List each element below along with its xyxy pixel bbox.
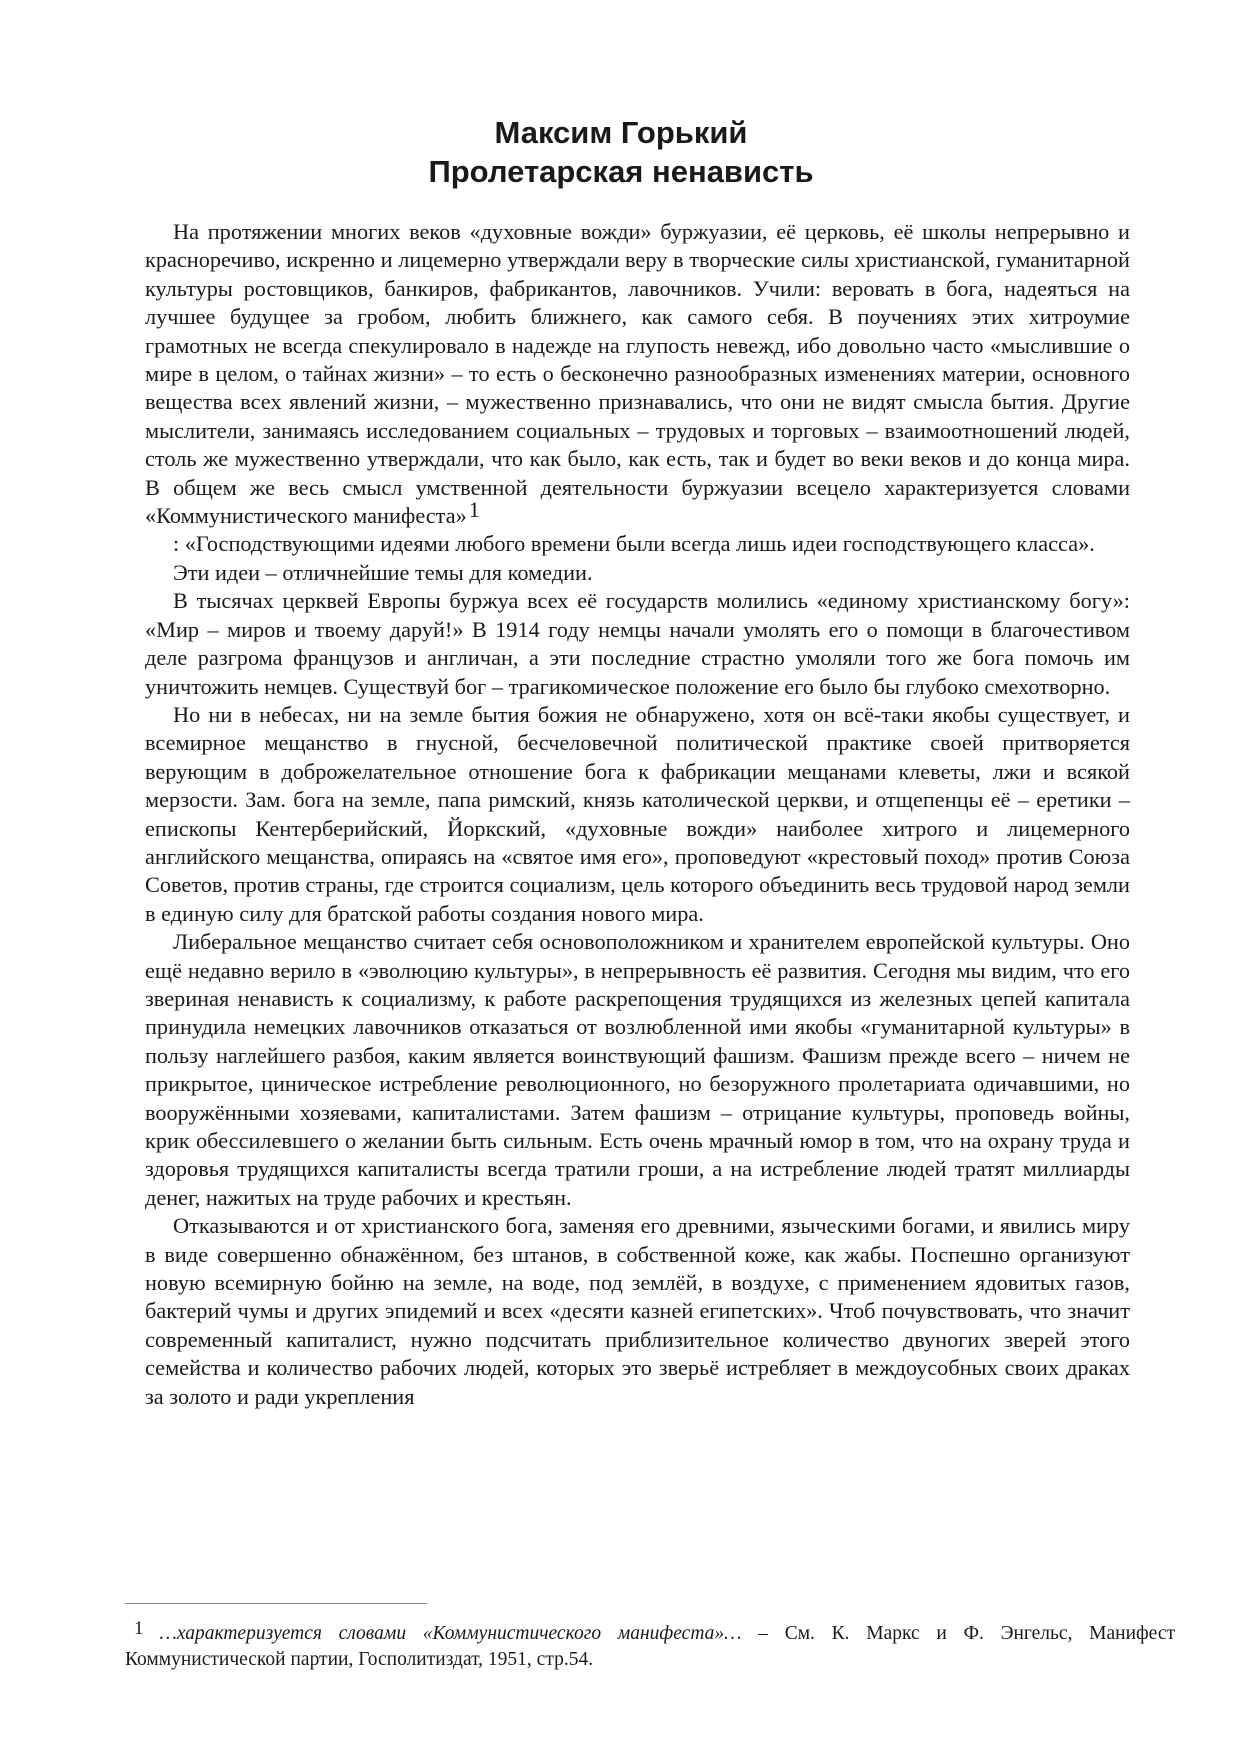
footnote (125, 1618, 1175, 1673)
footnote-citation: – См. К. Маркс и Ф. Энгельс, Манифест Коммунистической партии, Госполитиздат, 1951, стр.54. (125, 1623, 1175, 1670)
document-title: Пролетарская ненависть (428, 154, 814, 189)
paragraph: : «Господствующими идеями любого времени были всегда лишь идеи господствующего класса». (173, 531, 1095, 557)
paragraph: Эти идеи – отличнейшие темы для комедии. (173, 559, 593, 585)
footnote-quote: …характеризуется словами «Коммунистического манифеста»… (159, 1623, 742, 1644)
footnote-number: 1 (134, 1618, 144, 1639)
paragraph: Либеральное мещанство считает себя основоположником и хранителем европейской культуры. Оно ещё недавно верило в «эволюцию культуры», в непрерывность её развития. Сегодня мы видим, что его звериная ненависть к социализму, к работе раскрепощения трудящихся из железных цепей капитала принудила немецких лавочников отказаться от возлюбленной ими якобы «гуманитарной культуры» в пользу наглейшего разбоя, каким является воинствующий фашизм. Фашизм прежде всего – ничем не прикрытое, циническое истребление революционного, но безоружного пролетариата одичавшими, но вооружёнными хозяевами, капиталистами. Затем фашизм – отрицание культуры, проповедь войны, крик обессилевшего о желании быть сильным. Есть очень мрачный юмор в том, что на охрану труда и здоровья трудящихся капиталисты всегда тратили гроши, а на истребление людей тратят миллиарды денег, нажитых на труде рабочих и крестьян. (145, 929, 1130, 1210)
footnote-separator (125, 1603, 427, 1604)
footnote-reference[interactable]: 1 (468, 497, 480, 523)
body-text (145, 218, 1130, 1411)
title-block (0, 113, 1242, 191)
paragraph: В тысячах церквей Европы буржуа всех её государств молились «единому христианскому богу»: «Мир – миров и твоему даруй!» В 1914 году немцы начали умолять его о помощи в благочестивом деле разгрома французов и англичан, а эти последние страстно умоляли того же бога помочь им уничтожить немцев. Существуй бог – трагикомическое положение его было бы глубоко смехотворно. (145, 588, 1130, 699)
paragraph-text: На протяжении многих веков «духовные вожди» буржуазии, её церковь, её школы непрерывно и красноречиво, искренно и лицемерно утверждали веру в творческие силы христианской, гуманитарной культуры ростовщиков, банкиров, фабрикантов, лавочников. Учили: веровать в бога, надеяться на лучшее будущее за гробом, любить ближнего, как самого себя. В поучениях этих хитроумие грамотных не всегда спекулировало в надежде на глупость невежд, ибо довольно часто «мыслившие о мире в целом, о тайнах жизни» – то есть о бесконечно разнообразных изменениях материи, основного вещества всех явлений жизни, – мужественно признавались, что они не видят смысла бытия. Другие мыслители, занимаясь исследованием социальных – трудовых и торговых – взаимоотношений людей, столь же мужественно утверждали, что как было, как есть, так и будет во веки веков и до конца мира. В общем же весь смысл умственной деятельности буржуазии всецело характеризуется словами «Коммунистического манифеста» (145, 219, 1130, 529)
paragraph: Но ни в небесах, ни на земле бытия божия не обнаружено, хотя он всё-таки якобы существует, и всемирное мещанство в гнусной, бесчеловечной политической практике своей притворяется верующим в доброжелательное отношение бога к фабрикации мещанами клеветы, лжи и всякой мерзости. Зам. бога на земле, папа римский, князь католической церкви, и отщепенцы её – еретики – епископы Кентерберийский, Йоркский, «духовные вожди» наиболее хитрого и лицемерного английского мещанства, опираясь на «святое имя его», проповедуют «крестовый поход» против Союза Советов, против страны, где строится социализм, цель которого объединить весь трудовой народ земли в единую силу для братской работы создания нового мира. (145, 701, 1130, 926)
paragraph: Отказываются и от христианского бога, заменяя его древними, языческими богами, и явились миру в виде совершенно обнажённом, без штанов, в собственной коже, как жабы. Поспешно организуют новую всемирную бойню на земле, на воде, под землёй, в воздухе, с применением ядовитых газов, бактерий чумы и других эпидемий и всех «десяти казней египетских». Чтоб почувствовать, что значит современный капиталист, нужно подсчитать приблизительное количество двуногих зверей этого семейства и количество рабочих людей, которых это зверьё истребляет в междоусобных своих драках за золото и ради укрепления (145, 1213, 1130, 1409)
paragraph (145, 218, 1130, 530)
author-name: Максим Горький (494, 115, 748, 150)
